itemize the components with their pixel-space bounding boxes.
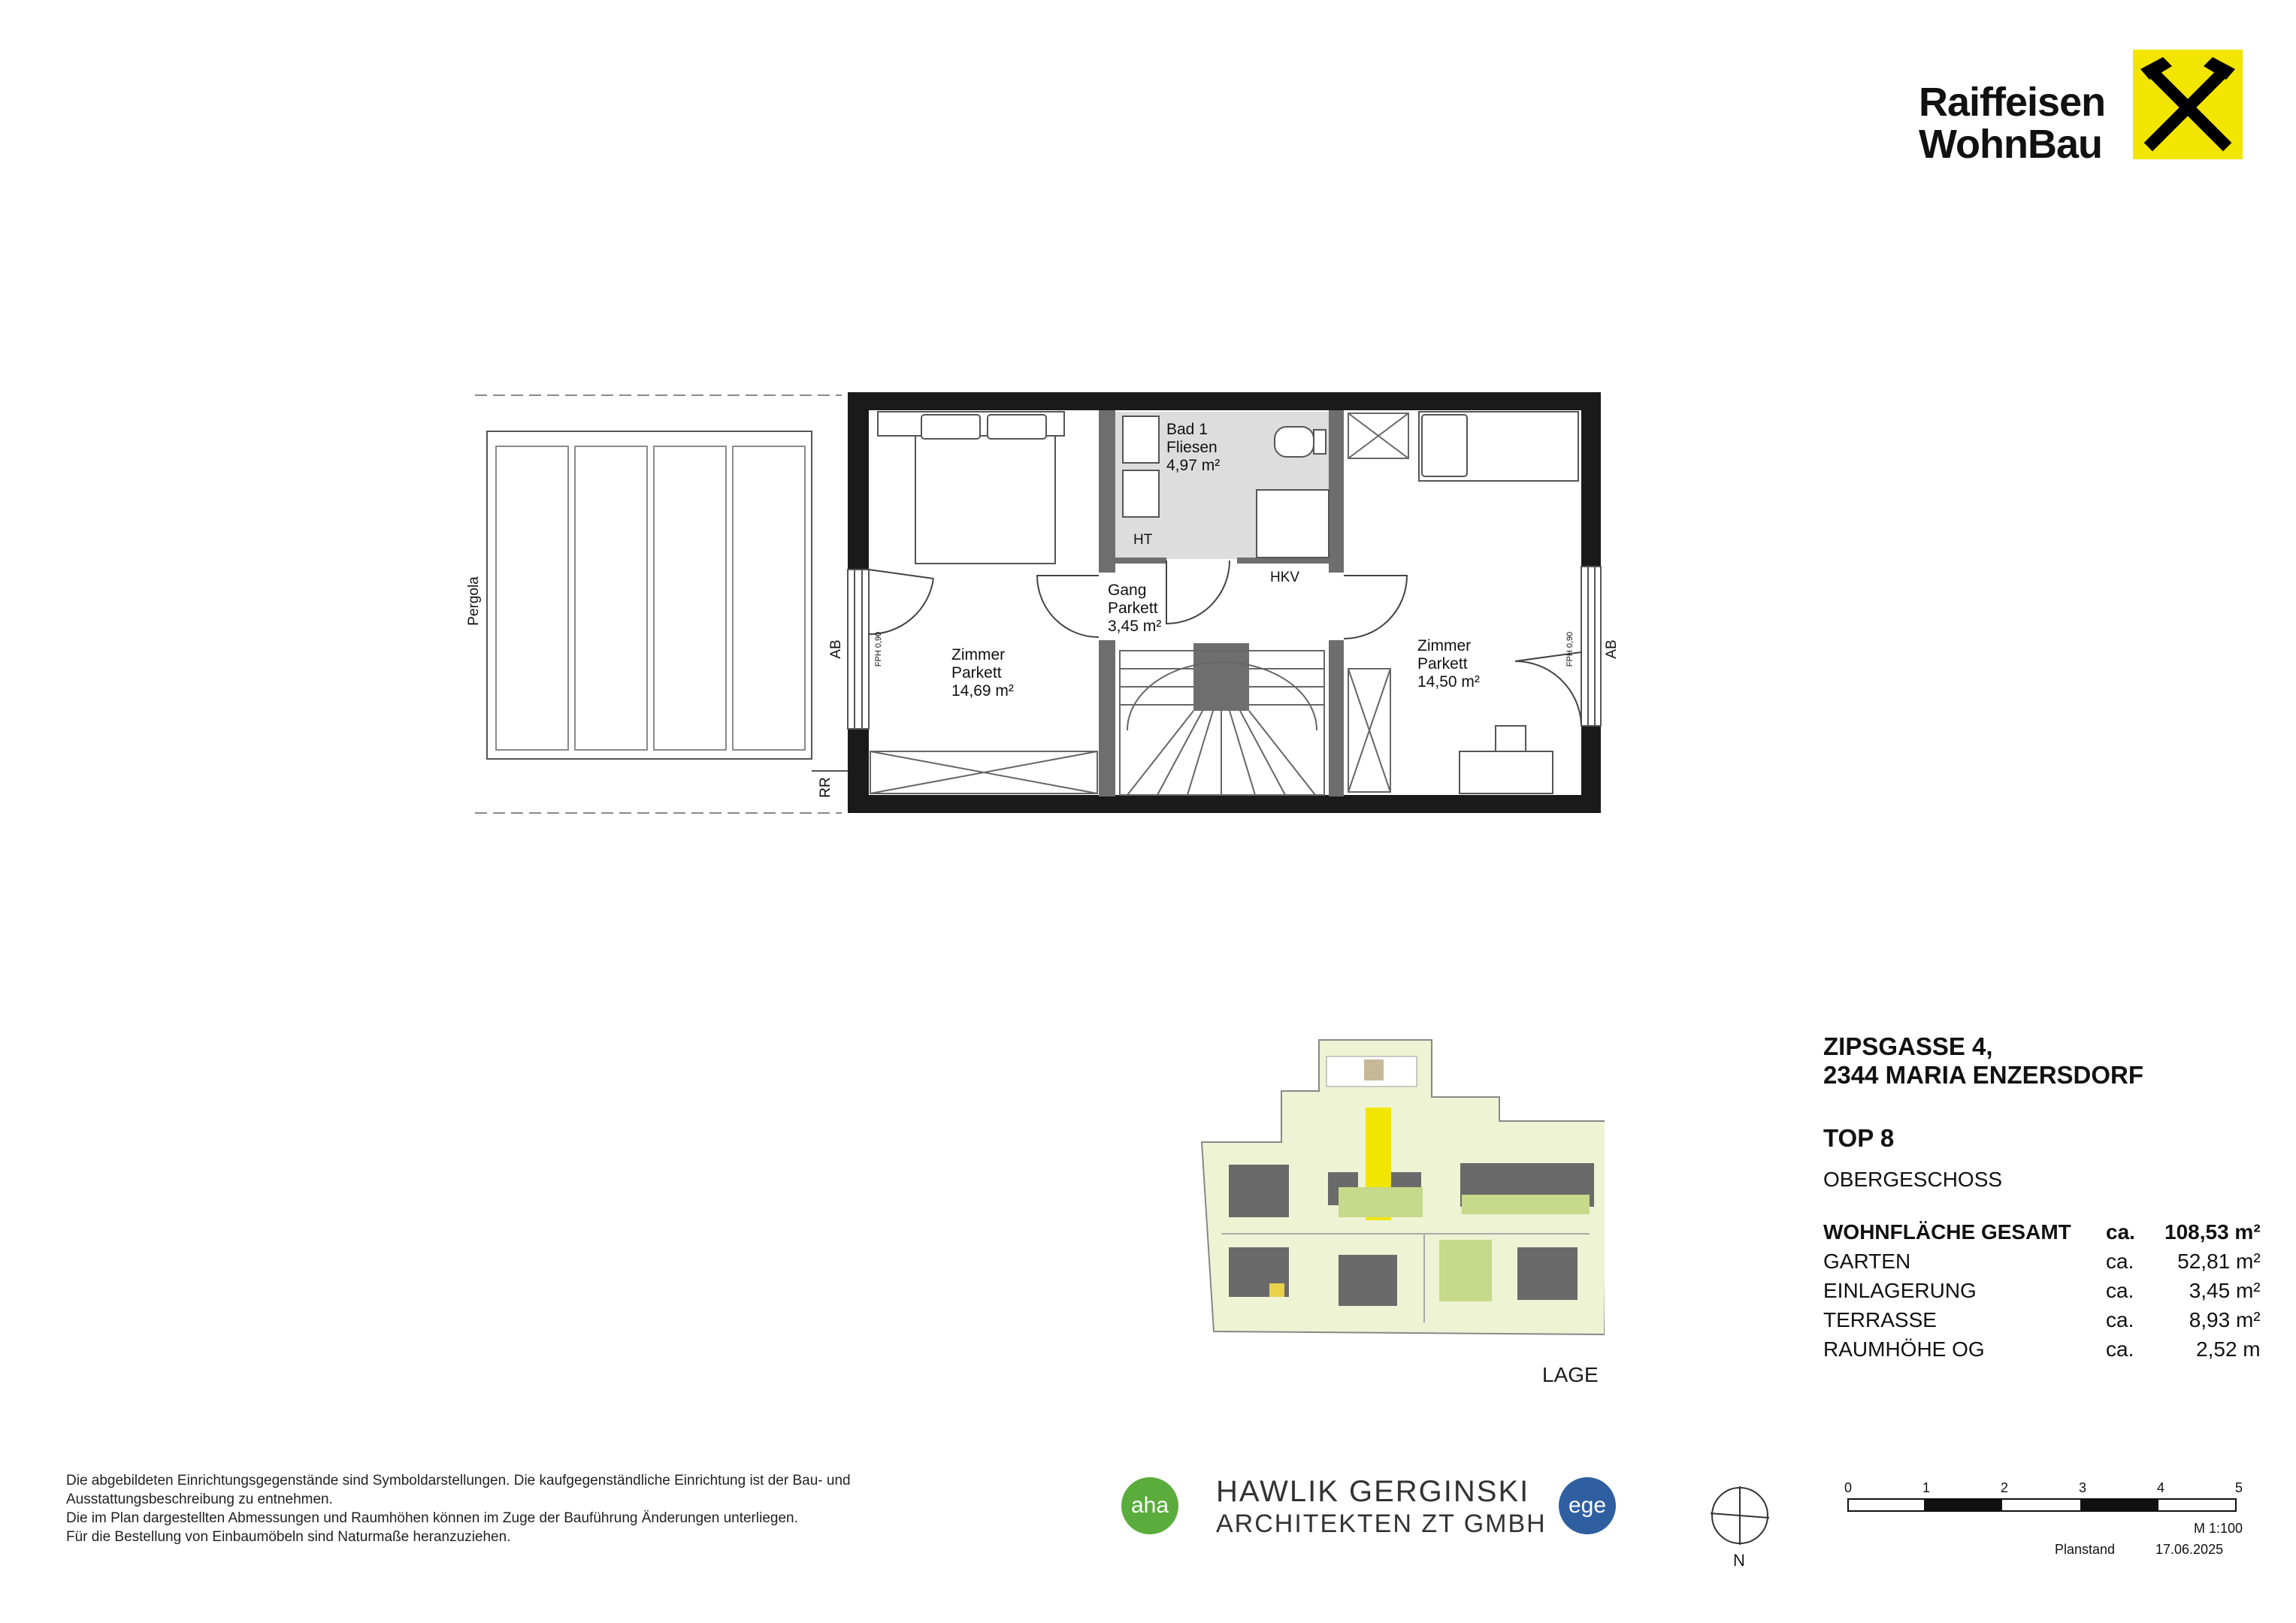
rr-label: RR: [818, 777, 833, 798]
disclaimer: [66, 1471, 1043, 1546]
wardrobe-left: [870, 751, 1097, 793]
disclaimer-line: Ausstattungsbeschreibung zu entnehmen.: [66, 1492, 333, 1507]
room-label-gang: [1108, 582, 1161, 635]
bed-left: [878, 412, 1064, 564]
area-value: 52,81 m²: [2177, 1250, 2261, 1273]
architect-line-2: ARCHITEKTEN ZT GMBH: [1216, 1510, 1547, 1538]
north-arrow-icon: [1708, 1483, 1772, 1548]
scale-segment: [1924, 1500, 2002, 1510]
area-label: WOHNFLÄCHE GESAMT: [1823, 1220, 2071, 1244]
room-name: Gang: [1108, 582, 1147, 599]
disclaimer-line: Die abgebildeten Einrichtungsgegenstände sind Symboldarstellungen. Die kaufgegenständliche Einrichtung ist der Bau- und: [66, 1473, 851, 1489]
room-name: Zimmer: [951, 646, 1006, 663]
plan-status-label: Planstand: [2055, 1542, 2116, 1557]
unit-title: TOP 8: [1823, 1124, 1895, 1152]
ab-right-label: AB: [1604, 639, 1620, 659]
area-label: GARTEN: [1823, 1250, 1911, 1273]
floor-name: OBERGESCHOSS: [1823, 1168, 2003, 1191]
north-label: N: [1733, 1551, 1745, 1570]
window-right: [1581, 567, 1601, 726]
area-ca: ca.: [2106, 1308, 2134, 1331]
room-area: 14,69 m²: [951, 682, 1014, 700]
site-plan-label: LAGE: [1542, 1363, 1599, 1386]
scale-tick: 4: [2157, 1480, 2165, 1495]
room-floor: Fliesen: [1166, 439, 1218, 456]
project-info: [1823, 1032, 2261, 1367]
pergola-label: Pergola: [466, 576, 482, 626]
hkv-label: HKV: [1270, 570, 1300, 585]
brand-line-1: Raiffeisen: [1919, 80, 2106, 125]
room-area: 4,97 m²: [1166, 457, 1221, 474]
scale-tick: 3: [2079, 1480, 2087, 1495]
room-name: Bad 1: [1166, 421, 1208, 438]
area-value: 3,45 m²: [2189, 1279, 2261, 1302]
room-floor: Parkett: [1108, 600, 1158, 617]
address-line-1: ZIPSGASSE 4,: [1823, 1032, 1993, 1060]
area-label: RAUMHÖHE OG: [1823, 1337, 1985, 1361]
area-label: EINLAGERUNG: [1823, 1279, 1977, 1302]
scale-tick: 1: [1922, 1480, 1931, 1495]
raiffeisen-gable-cross-icon: [2133, 50, 2243, 159]
area-table: [1823, 1220, 2261, 1367]
architect-name: [1216, 1474, 1547, 1539]
room-name: Zimmer: [1417, 637, 1472, 654]
scale-tick: 2: [2001, 1480, 2009, 1495]
area-row: [1823, 1337, 2261, 1367]
area-row: [1823, 1250, 2261, 1279]
room-label-zimmer-left: [951, 646, 1014, 700]
scale-bar: [1844, 1480, 2243, 1548]
fph-right-label: FPH 0,90: [1565, 631, 1575, 667]
area-ca: ca.: [2106, 1279, 2134, 1302]
room-label-zimmer-right: [1417, 637, 1480, 691]
architect-line-1: HAWLIK GERGINSKI: [1216, 1475, 1530, 1508]
room-area: 14,50 m²: [1417, 673, 1480, 691]
bed-right: [1419, 412, 1578, 481]
area-row: [1823, 1308, 2261, 1337]
aha-badge-icon: aha: [1121, 1477, 1178, 1534]
area-ca: ca.: [2106, 1337, 2134, 1361]
brand-line-2: WohnBau: [1919, 122, 2102, 167]
fph-left-label: FPH 0,90: [874, 631, 883, 667]
pergola: [475, 395, 848, 813]
area-row: [1823, 1279, 2261, 1308]
area-ca: ca.: [2106, 1220, 2135, 1244]
ab-left-label: AB: [828, 639, 844, 659]
site-plan: [1199, 1037, 1605, 1337]
disclaimer-line: Für die Bestellung von Einbaumöbeln sind Naturmaße heranzuziehen.: [66, 1529, 511, 1545]
scale-bar-frame: [1847, 1498, 2237, 1512]
area-label: TERRASSE: [1823, 1308, 1937, 1331]
ht-label: HT: [1133, 532, 1153, 548]
area-row: [1823, 1220, 2261, 1250]
plan-status-date: 17.06.2025: [2155, 1542, 2224, 1557]
area-value: 2,52 m: [2196, 1337, 2261, 1361]
window-left: [848, 570, 869, 729]
scale-ratio: M 1:100: [2193, 1521, 2243, 1536]
scale-segment: [2080, 1500, 2158, 1510]
room-area: 3,45 m²: [1108, 618, 1162, 635]
area-value: 8,93 m²: [2189, 1308, 2261, 1331]
room-floor: Parkett: [1417, 655, 1468, 672]
disclaimer-line: Die im Plan dargestellten Abmessungen und Raumhöhen können im Zuge der Bauführung Änderungen unterliegen.: [66, 1510, 798, 1526]
floor-plan: [451, 376, 1623, 842]
desk-right: [1460, 726, 1553, 793]
room-floor: Parkett: [951, 664, 1002, 682]
brand-logo-text: [1919, 81, 2129, 165]
scale-tick: 5: [2235, 1480, 2243, 1495]
ege-badge-icon: ege: [1559, 1477, 1616, 1534]
address-line-2: 2344 MARIA ENZERSDORF: [1823, 1061, 2144, 1089]
area-value: 108,53 m²: [2164, 1220, 2261, 1244]
area-ca: ca.: [2106, 1250, 2134, 1273]
scale-tick: 0: [1844, 1480, 1853, 1495]
wardrobe-right: [1348, 413, 1408, 792]
